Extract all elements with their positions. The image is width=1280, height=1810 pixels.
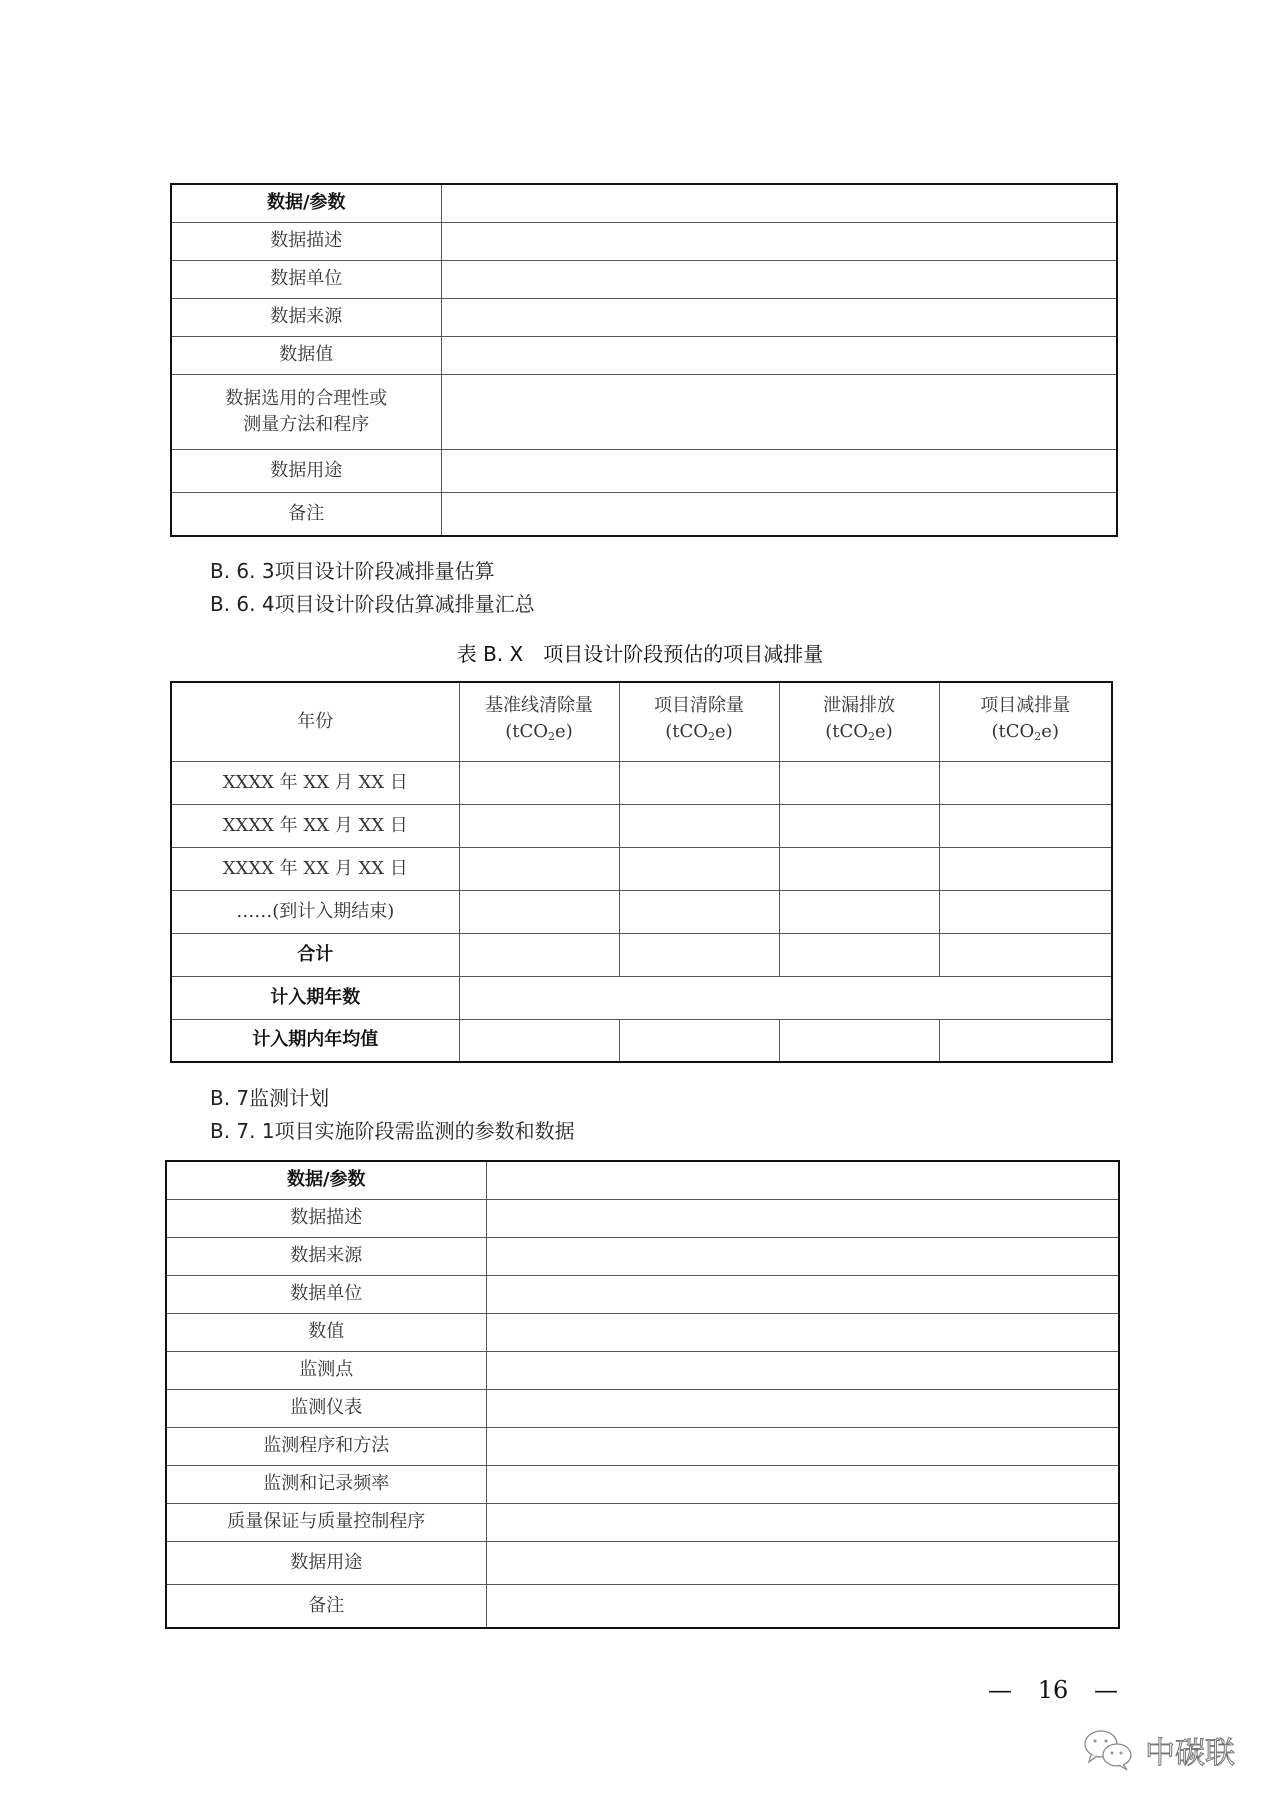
value-cell[interactable] bbox=[459, 976, 1112, 1019]
wechat-icon bbox=[1083, 1728, 1135, 1772]
value-cell[interactable] bbox=[939, 933, 1112, 976]
row-label: 合计 bbox=[171, 933, 459, 976]
row-label: 数值 bbox=[166, 1313, 486, 1351]
section-heading-b64: B. 6. 4项目设计阶段估算减排量汇总 bbox=[210, 592, 535, 616]
value-cell[interactable] bbox=[486, 1541, 1119, 1584]
dash-left: — bbox=[988, 1676, 1012, 1704]
value-cell[interactable] bbox=[459, 761, 619, 804]
table-row-total bbox=[171, 933, 1112, 976]
table-row bbox=[166, 1313, 1119, 1351]
row-label: 数据单位 bbox=[171, 260, 441, 298]
value-cell[interactable] bbox=[486, 1275, 1119, 1313]
header-project-removal bbox=[619, 682, 779, 761]
value-cell[interactable] bbox=[486, 1584, 1119, 1628]
table-row bbox=[171, 336, 1117, 374]
value-cell[interactable] bbox=[441, 222, 1117, 260]
emission-reduction-table bbox=[170, 681, 1113, 1063]
table-row bbox=[166, 1199, 1119, 1237]
value-cell[interactable] bbox=[486, 1237, 1119, 1275]
value-cell[interactable] bbox=[459, 890, 619, 933]
value-cell[interactable] bbox=[486, 1503, 1119, 1541]
row-label: 数据来源 bbox=[171, 298, 441, 336]
header-name: 泄漏排放 bbox=[823, 695, 895, 717]
value-cell[interactable] bbox=[939, 804, 1112, 847]
table-row bbox=[166, 1503, 1119, 1541]
value-cell[interactable] bbox=[441, 184, 1117, 222]
table-caption: 表 B. X 项目设计阶段预估的项目减排量 bbox=[456, 642, 824, 666]
table-header-row bbox=[171, 682, 1112, 761]
table-row bbox=[166, 1275, 1119, 1313]
table-row bbox=[171, 374, 1117, 449]
value-cell[interactable] bbox=[459, 1019, 619, 1062]
header-name: 项目清除量 bbox=[654, 695, 744, 717]
dash-right: — bbox=[1093, 1676, 1118, 1704]
header-unit: (tCO$_2$e) bbox=[991, 721, 1059, 744]
value-cell[interactable] bbox=[486, 1199, 1119, 1237]
watermark-text: 中碳联 bbox=[1145, 1736, 1235, 1771]
section-heading-b71: B. 7. 1项目实施阶段需监测的参数和数据 bbox=[210, 1119, 575, 1143]
value-cell[interactable] bbox=[939, 847, 1112, 890]
value-cell[interactable] bbox=[779, 804, 939, 847]
row-label: 数据描述 bbox=[166, 1199, 486, 1237]
row-label: 监测和记录频率 bbox=[166, 1465, 486, 1503]
row-label: 数据/参数 bbox=[166, 1161, 486, 1199]
section-heading-b63: B. 6. 3项目设计阶段减排量估算 bbox=[210, 559, 495, 583]
value-cell[interactable] bbox=[441, 298, 1117, 336]
watermark bbox=[1083, 1728, 1235, 1772]
value-cell[interactable] bbox=[441, 492, 1117, 536]
row-label: 备注 bbox=[166, 1584, 486, 1628]
value-cell[interactable] bbox=[486, 1427, 1119, 1465]
header-year: 年份 bbox=[171, 682, 459, 761]
header-name: 基准线清除量 bbox=[485, 695, 593, 717]
value-cell[interactable] bbox=[619, 847, 779, 890]
row-label: ……(到计入期结束) bbox=[171, 890, 459, 933]
value-cell[interactable] bbox=[441, 449, 1117, 492]
table-row bbox=[171, 492, 1117, 536]
table-row bbox=[166, 1237, 1119, 1275]
row-label: 监测点 bbox=[166, 1351, 486, 1389]
header-unit: (tCO$_2$e) bbox=[665, 721, 733, 744]
value-cell[interactable] bbox=[486, 1351, 1119, 1389]
row-label: 数据描述 bbox=[171, 222, 441, 260]
table-row bbox=[171, 847, 1112, 890]
value-cell[interactable] bbox=[939, 761, 1112, 804]
row-label: 数据用途 bbox=[171, 449, 441, 492]
row-label: 数据值 bbox=[171, 336, 441, 374]
value-cell[interactable] bbox=[619, 761, 779, 804]
value-cell[interactable] bbox=[459, 933, 619, 976]
value-cell[interactable] bbox=[939, 890, 1112, 933]
table-row bbox=[171, 260, 1117, 298]
row-label bbox=[171, 374, 441, 449]
row-label: 计入期年数 bbox=[171, 976, 459, 1019]
row-label: XXXX 年 XX 月 XX 日 bbox=[171, 804, 459, 847]
table-row bbox=[166, 1584, 1119, 1628]
value-cell[interactable] bbox=[939, 1019, 1112, 1062]
row-label: 监测仪表 bbox=[166, 1389, 486, 1427]
row-label: 数据单位 bbox=[166, 1275, 486, 1313]
row-label: 质量保证与质量控制程序 bbox=[166, 1503, 486, 1541]
header-unit: (tCO$_2$e) bbox=[825, 721, 893, 744]
value-cell[interactable] bbox=[486, 1465, 1119, 1503]
value-cell[interactable] bbox=[619, 804, 779, 847]
row-label: 数据来源 bbox=[166, 1237, 486, 1275]
data-parameter-table-1 bbox=[170, 183, 1118, 537]
table-row bbox=[166, 1351, 1119, 1389]
row-label: 数据用途 bbox=[166, 1541, 486, 1584]
value-cell[interactable] bbox=[459, 847, 619, 890]
value-cell[interactable] bbox=[779, 933, 939, 976]
header-unit: (tCO$_2$e) bbox=[505, 721, 573, 744]
value-cell[interactable] bbox=[486, 1161, 1119, 1199]
value-cell[interactable] bbox=[779, 890, 939, 933]
value-cell[interactable] bbox=[486, 1389, 1119, 1427]
row-label: 备注 bbox=[171, 492, 441, 536]
table-row bbox=[171, 222, 1117, 260]
header-baseline-removal bbox=[459, 682, 619, 761]
page-number bbox=[988, 1676, 1118, 1704]
value-cell[interactable] bbox=[779, 847, 939, 890]
table-row bbox=[166, 1427, 1119, 1465]
row-label-line-2: 测量方法和程序 bbox=[243, 413, 370, 435]
value-cell[interactable] bbox=[779, 761, 939, 804]
table-row bbox=[166, 1389, 1119, 1427]
table-row bbox=[171, 890, 1112, 933]
header-name: 项目减排量 bbox=[980, 695, 1071, 717]
value-cell[interactable] bbox=[779, 1019, 939, 1062]
table-row-crediting-years bbox=[171, 976, 1112, 1019]
table-row bbox=[166, 1161, 1119, 1199]
table-row-annual-average bbox=[171, 1019, 1112, 1062]
row-label: 计入期内年均值 bbox=[171, 1019, 459, 1062]
row-label-line-1: 数据选用的合理性或 bbox=[225, 387, 388, 409]
row-label: 监测程序和方法 bbox=[166, 1427, 486, 1465]
row-label: XXXX 年 XX 月 XX 日 bbox=[171, 761, 459, 804]
value-cell[interactable] bbox=[441, 336, 1117, 374]
table-row bbox=[171, 184, 1117, 222]
section-heading-b7: B. 7监测计划 bbox=[210, 1086, 330, 1110]
value-cell[interactable] bbox=[441, 260, 1117, 298]
table-row bbox=[171, 804, 1112, 847]
monitoring-parameter-table bbox=[165, 1160, 1120, 1629]
table-row bbox=[166, 1541, 1119, 1584]
header-leakage bbox=[779, 682, 939, 761]
value-cell[interactable] bbox=[619, 890, 779, 933]
table-row bbox=[171, 761, 1112, 804]
row-label: XXXX 年 XX 月 XX 日 bbox=[171, 847, 459, 890]
value-cell[interactable] bbox=[619, 1019, 779, 1062]
table-row bbox=[166, 1465, 1119, 1503]
table-row bbox=[171, 298, 1117, 336]
table-row bbox=[171, 449, 1117, 492]
row-label: 数据/参数 bbox=[171, 184, 441, 222]
value-cell[interactable] bbox=[619, 933, 779, 976]
value-cell[interactable] bbox=[441, 374, 1117, 449]
value-cell[interactable] bbox=[486, 1313, 1119, 1351]
header-emission-reduction bbox=[939, 682, 1112, 761]
value-cell[interactable] bbox=[459, 804, 619, 847]
page-number-value: 16 bbox=[1037, 1676, 1069, 1704]
